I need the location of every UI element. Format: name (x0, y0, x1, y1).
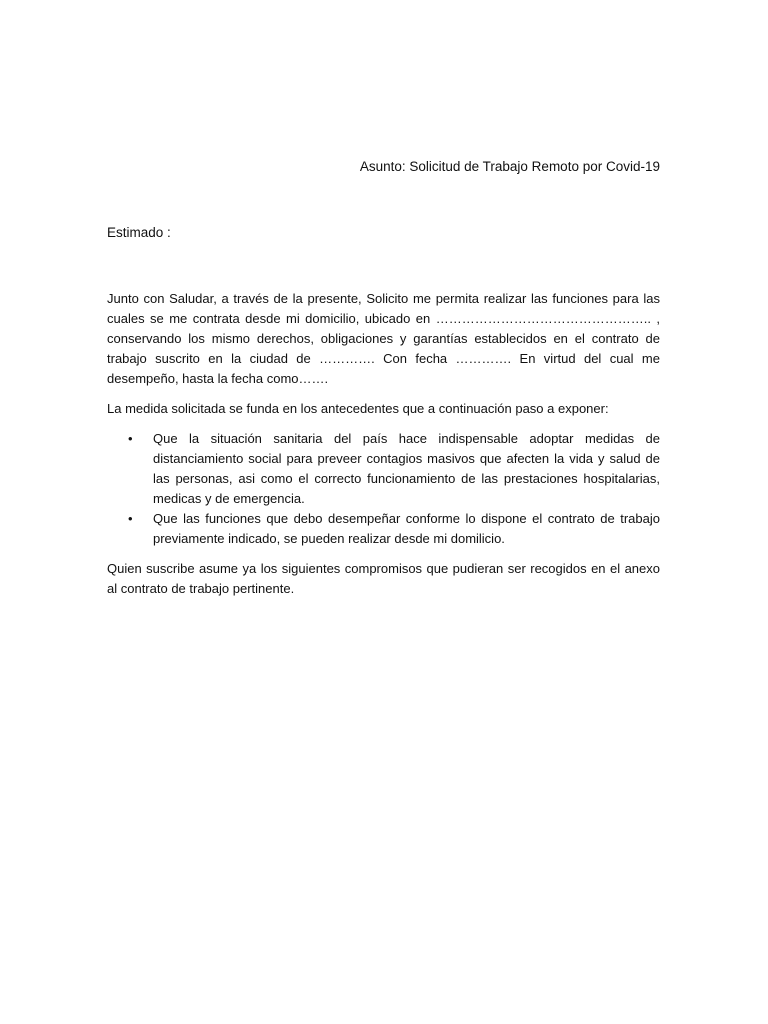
list-item-text: Que las funciones que debo desempeñar conforme lo dispone el contrato de trabajo previamente indicado, se pueden realizar desde mi domilicio. (153, 511, 660, 546)
list-item (107, 509, 660, 549)
salutation: Estimado : (107, 225, 171, 240)
subject-text: Solicitud de Trabajo Remoto por Covid-19 (405, 159, 660, 174)
closing-paragraph: Quien suscribe asume ya los siguientes compromisos que pudieran ser recogidos en el anexo al contrato de trabajo pertinente. (107, 561, 660, 596)
list-item (107, 429, 660, 509)
grounds-list (107, 429, 660, 549)
grounds-paragraph: La medida solicitada se funda en los antecedentes que a continuación paso a exponer: (107, 401, 609, 416)
list-item-text: Que la situación sanitaria del país hace indispensable adoptar medidas de distanciamiento social para preveer contagios masivos que afecten la vida y salud de las personas, asi como el correcto funcionamiento de las prestaciones hospitalarias, medicas y de emergencia. (153, 431, 660, 506)
subject-line (360, 158, 660, 176)
letter-body (107, 289, 660, 609)
subject-label: Asunto: (359, 159, 406, 174)
bullet-icon: • (128, 511, 133, 526)
intro-paragraph: Junto con Saludar, a través de la presente, Solicito me permita realizar las funciones para las cuales se me contrata desde mi domicilio, ubicado en ………………………………………….. , conservando los mismo derechos, obligaciones y garantías establecidos en el contrato de trabajo suscrito en la ciudad de …………. Con fecha …………. En virtud del cual me desempeño, hasta la fecha como……. (107, 291, 660, 386)
bullet-icon: • (128, 431, 133, 446)
